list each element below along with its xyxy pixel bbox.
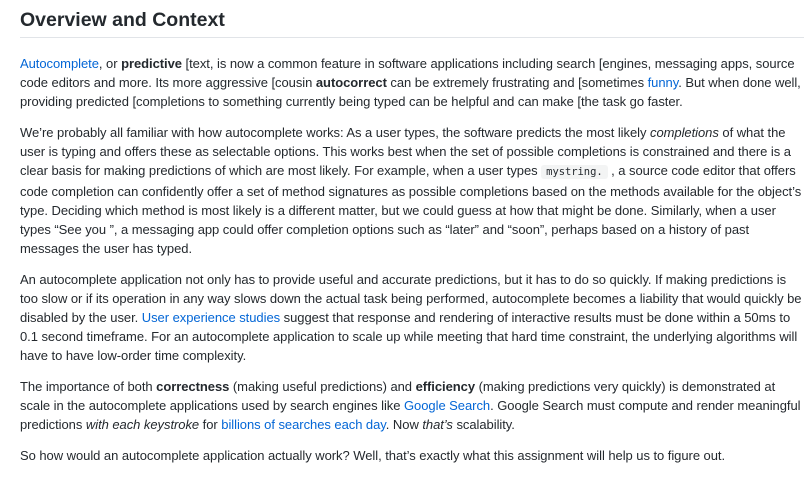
autocomplete-link[interactable]: Autocomplete bbox=[20, 56, 99, 71]
inline-code: mystring. bbox=[541, 165, 607, 179]
each-keystroke-term: with each keystroke bbox=[85, 417, 200, 432]
text-run: [text, is now a common feature in software applications including search [engines, messaging apps, source code editors and more. Its more aggressive [cousin bbox=[20, 56, 795, 90]
efficiency-term: efficiency bbox=[415, 379, 476, 394]
correctness-term: correctness bbox=[156, 379, 230, 394]
text-run: The importance of both bbox=[20, 379, 157, 394]
text-run: . Google Search must compute and render meaningful predictions bbox=[20, 398, 801, 432]
ux-studies-link[interactable]: User experience studies bbox=[141, 310, 281, 325]
paragraph-speed bbox=[20, 270, 806, 365]
text-run: scalability. bbox=[452, 417, 515, 432]
paragraph-how-it-works bbox=[20, 123, 806, 258]
text-run: of what the user is typing and offers these as selectable options. This works best when the set of possible completions is constrained and there is a clear basis for making predictions of which are most likely. For example, when a user types bbox=[20, 125, 791, 178]
predictive-term: predictive bbox=[121, 56, 182, 71]
text-run: (making predictions very quickly) is demonstrated at scale in the autocomplete applications used by search engines like bbox=[20, 379, 776, 413]
funny-link[interactable]: funny bbox=[647, 75, 679, 90]
text-run: suggest that response and rendering of interactive results must be done within a 50ms to 0.1 second timeframe. For an autocomplete application to scale up while meeting that hard time constraint, the underlying algorithms will have to have low-order time complexity. bbox=[20, 310, 798, 363]
text-run: , a source code editor that offers code completion can confidently offer a set of method signatures as possible completions based on the methods available for the object’s type. Deciding which method is most likely is a different matter, but we could guess at how that might be done. Similarly, when a user types “See you ”, a messaging app could offer completion options such as “later” and “soon”, perhaps based on a history of past messages the user has typed. bbox=[20, 163, 802, 256]
autocorrect-term: autocorrect bbox=[315, 75, 387, 90]
text-run: , or bbox=[98, 56, 122, 71]
paragraph-intro bbox=[20, 54, 806, 111]
text-run: (making useful predictions) and bbox=[229, 379, 416, 394]
thats-term: that’s bbox=[422, 417, 453, 432]
page-title: Overview and Context bbox=[20, 0, 804, 38]
google-search-link[interactable]: Google Search bbox=[404, 398, 491, 413]
text-run: An autocomplete application not only has to provide useful and accurate predictions, but it has to do so quickly. If making predictions is too slow or if its operation in any way slows down the actual task being performed, autocomplete becomes a liability that would quickly be disabled by the user. bbox=[20, 272, 802, 325]
completions-term: completions bbox=[650, 125, 719, 140]
text-run: We’re probably all familiar with how autocomplete works: As a user types, the software predicts the most likely bbox=[20, 125, 650, 140]
text-run: . But when done well, providing predicted [completions to something currently being typed can be helpful and can make [the task go faster. bbox=[20, 75, 801, 109]
billions-searches-link[interactable]: billions of searches each day bbox=[221, 417, 386, 432]
paragraph-correctness-efficiency bbox=[20, 377, 806, 434]
paragraph-conclusion: So how would an autocomplete application actually work? Well, that’s exactly what this assignment will help us to figure out. bbox=[20, 448, 726, 463]
text-run: . Now bbox=[385, 417, 423, 432]
text-run: can be extremely frustrating and [sometimes bbox=[386, 75, 648, 90]
text-run: for bbox=[199, 417, 222, 432]
